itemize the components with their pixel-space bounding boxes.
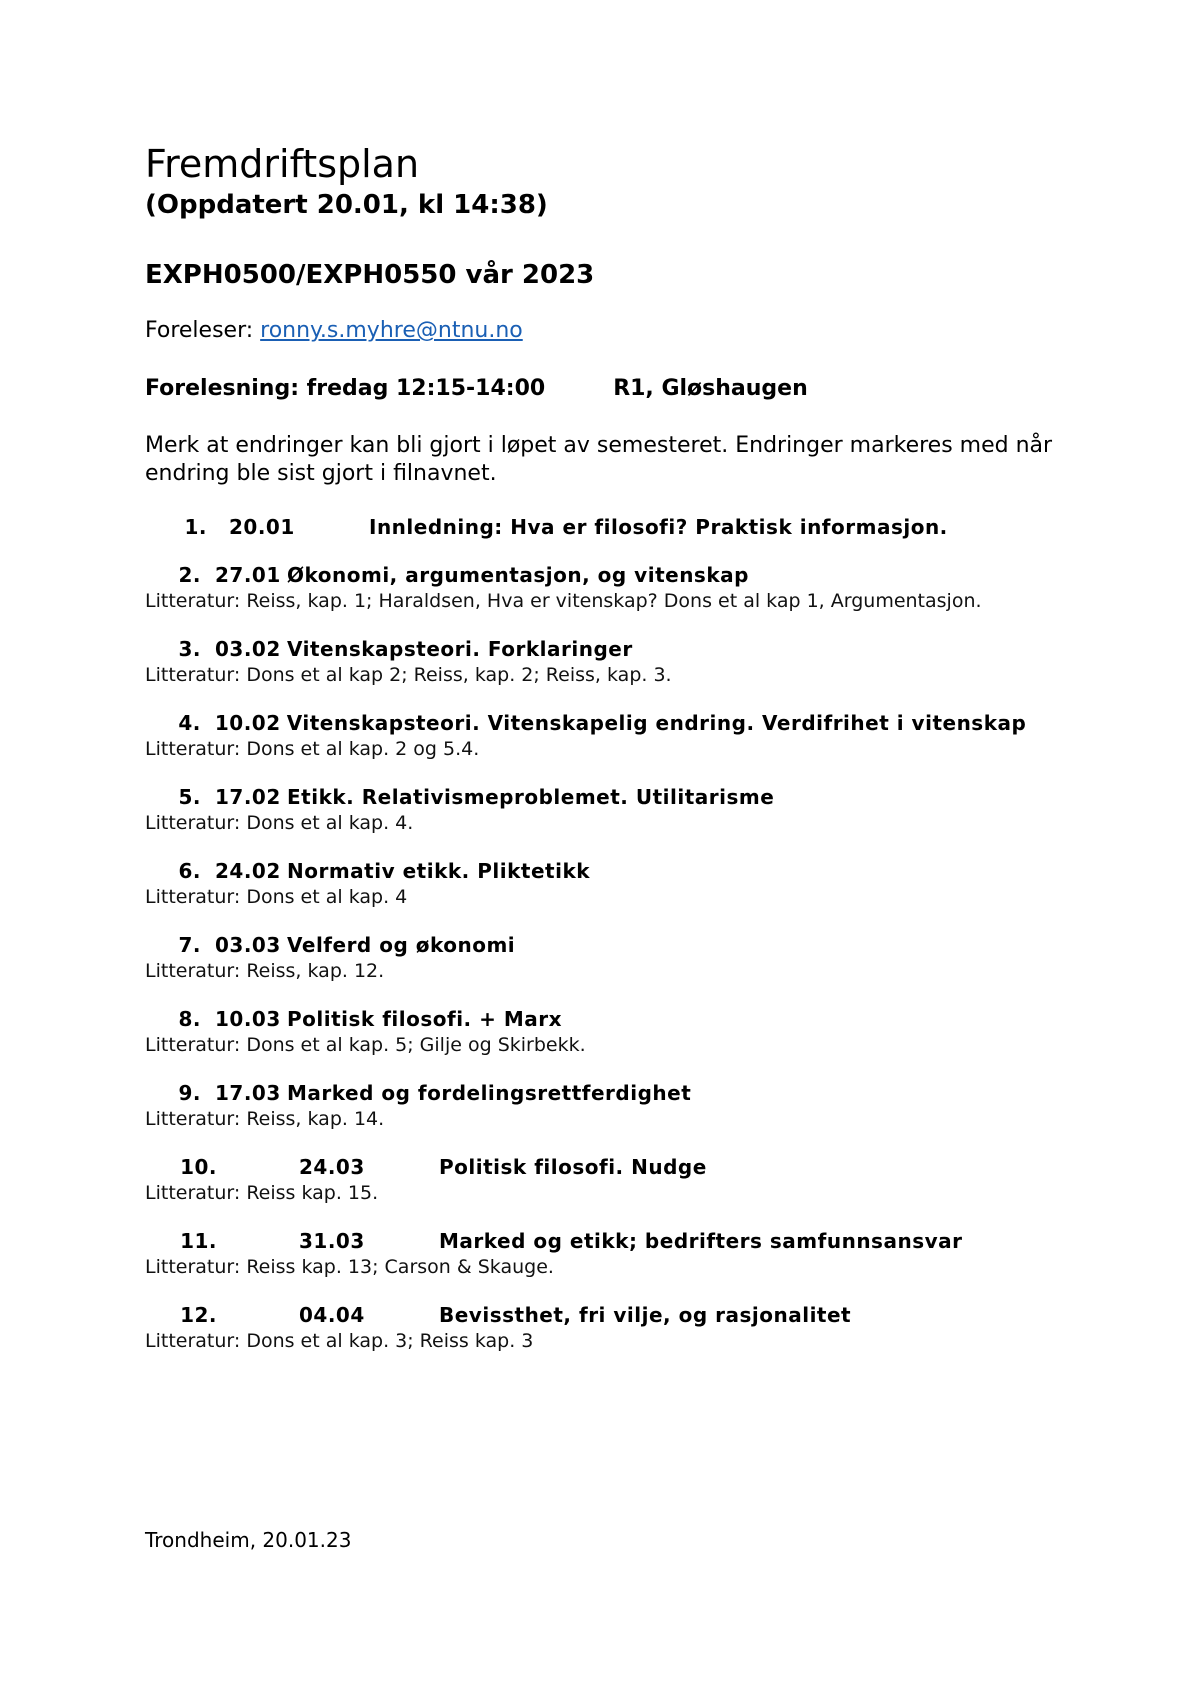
item-date: 10.02 — [214, 711, 281, 735]
document-page — [145, 140, 1065, 1376]
item-literature: Litteratur: Dons et al kap. 5; Gilje og Skirbekk. — [145, 1034, 586, 1056]
schedule-item-heading — [145, 1080, 1065, 1106]
item-title: Innledning: Hva er filosofi? Praktisk informasjon. — [369, 515, 948, 539]
schedule-list — [145, 514, 1065, 1354]
item-title: Vitenskapsteori. Forklaringer — [287, 637, 633, 661]
item-number: 11. — [180, 1229, 217, 1253]
schedule-item-heading — [145, 1228, 1065, 1254]
item-number: 4. — [178, 711, 201, 735]
schedule-item-heading — [145, 1302, 1065, 1328]
item-number: 9. — [178, 1081, 201, 1105]
item-date: 24.03 — [299, 1155, 365, 1179]
item-date: 17.02 — [215, 785, 281, 809]
item-literature: Litteratur: Reiss, kap. 14. — [145, 1108, 385, 1130]
item-date: 10.03 — [215, 1007, 281, 1031]
schedule-item — [145, 1080, 1065, 1132]
item-date: 24.02 — [215, 859, 281, 883]
item-literature: Litteratur: Dons et al kap. 3; Reiss kap. 3 — [145, 1330, 534, 1352]
item-number: 8. — [178, 1007, 201, 1031]
item-date: 17.03 — [215, 1081, 281, 1105]
lecture-room: R1, Gløshaugen — [613, 376, 808, 401]
schedule-item — [145, 710, 1065, 762]
item-title: Marked og etikk; bedrifters samfunnsansvar — [439, 1229, 963, 1253]
schedule-item — [145, 514, 1065, 540]
schedule-item-heading — [145, 710, 1065, 736]
item-title: Politisk filosofi. Nudge — [439, 1155, 707, 1179]
item-date: 03.03 — [215, 933, 281, 957]
item-number: 7. — [178, 933, 201, 957]
item-date: 31.03 — [299, 1229, 365, 1253]
lecturer-line — [145, 316, 1065, 346]
change-note: Merk at endringer kan bli gjort i løpet av semesteret. Endringer markeres med når endring ble sist gjort i filnavnet. — [145, 433, 1053, 486]
item-title: Politisk filosofi. + Marx — [287, 1007, 562, 1031]
document-title: Fremdriftsplan — [145, 142, 420, 186]
item-literature: Litteratur: Dons et al kap. 4 — [145, 886, 408, 908]
schedule-item-heading — [145, 1006, 1065, 1032]
schedule-item-heading — [145, 514, 1065, 540]
schedule-item — [145, 784, 1065, 836]
item-number: 1. — [184, 515, 207, 539]
schedule-item — [145, 1154, 1065, 1206]
lecture-time: Forelesning: fredag 12:15-14:00 — [145, 376, 546, 401]
lecture-time-line — [145, 374, 1065, 404]
item-number: 6. — [178, 859, 201, 883]
footer-place-date: Trondheim, 20.01.23 — [145, 1528, 352, 1552]
item-number: 12. — [180, 1303, 217, 1327]
schedule-item-heading — [145, 562, 1065, 588]
item-number: 10. — [180, 1155, 217, 1179]
item-title: Vitenskapsteori. Vitenskapelig endring. Verdifrihet i vitenskap — [286, 711, 1027, 735]
updated-timestamp: (Oppdatert 20.01, kl 14:38) — [145, 190, 548, 220]
schedule-item — [145, 1228, 1065, 1280]
schedule-item-heading — [145, 784, 1065, 810]
item-title: Etikk. Relativismeproblemet. Utilitarisme — [287, 785, 775, 809]
item-literature: Litteratur: Dons et al kap. 2 og 5.4. — [145, 738, 480, 760]
schedule-item — [145, 1302, 1065, 1354]
schedule-item — [145, 562, 1065, 614]
item-literature: Litteratur: Dons et al kap. 4. — [145, 812, 414, 834]
schedule-item — [145, 858, 1065, 910]
item-literature: Litteratur: Dons et al kap 2; Reiss, kap. 2; Reiss, kap. 3. — [145, 664, 672, 686]
schedule-item-heading — [145, 858, 1065, 884]
course-heading: EXPH0500/EXPH0550 vår 2023 — [145, 260, 595, 290]
item-title: Normativ etikk. Pliktetikk — [287, 859, 591, 883]
item-date: 03.02 — [215, 637, 281, 661]
item-number: 5. — [178, 785, 201, 809]
item-title: Marked og fordelingsrettferdighet — [287, 1081, 692, 1105]
schedule-item — [145, 932, 1065, 984]
schedule-item-heading — [145, 636, 1065, 662]
item-title: Bevissthet, fri vilje, og rasjonalitet — [439, 1303, 852, 1327]
lecturer-email-link[interactable]: ronny.s.myhre@ntnu.no — [260, 318, 523, 343]
item-date: 27.01 — [215, 563, 281, 587]
item-literature: Litteratur: Reiss, kap. 1; Haraldsen, Hva er vitenskap? Dons et al kap 1, Argumentasjon. — [145, 590, 982, 612]
item-date: 20.01 — [229, 515, 295, 539]
schedule-item-heading — [145, 1154, 1065, 1180]
schedule-item-heading — [145, 932, 1065, 958]
item-number: 2. — [178, 563, 201, 587]
item-literature: Litteratur: Reiss kap. 13; Carson & Skauge. — [145, 1256, 554, 1278]
lecturer-label: Foreleser: — [145, 318, 261, 343]
schedule-item — [145, 636, 1065, 688]
item-literature: Litteratur: Reiss, kap. 12. — [145, 960, 385, 982]
item-title: Økonomi, argumentasjon, og vitenskap — [287, 563, 749, 587]
item-number: 3. — [178, 637, 201, 661]
item-title: Velferd og økonomi — [287, 933, 516, 957]
item-literature: Litteratur: Reiss kap. 15. — [145, 1182, 379, 1204]
item-date: 04.04 — [299, 1303, 365, 1327]
schedule-item — [145, 1006, 1065, 1058]
